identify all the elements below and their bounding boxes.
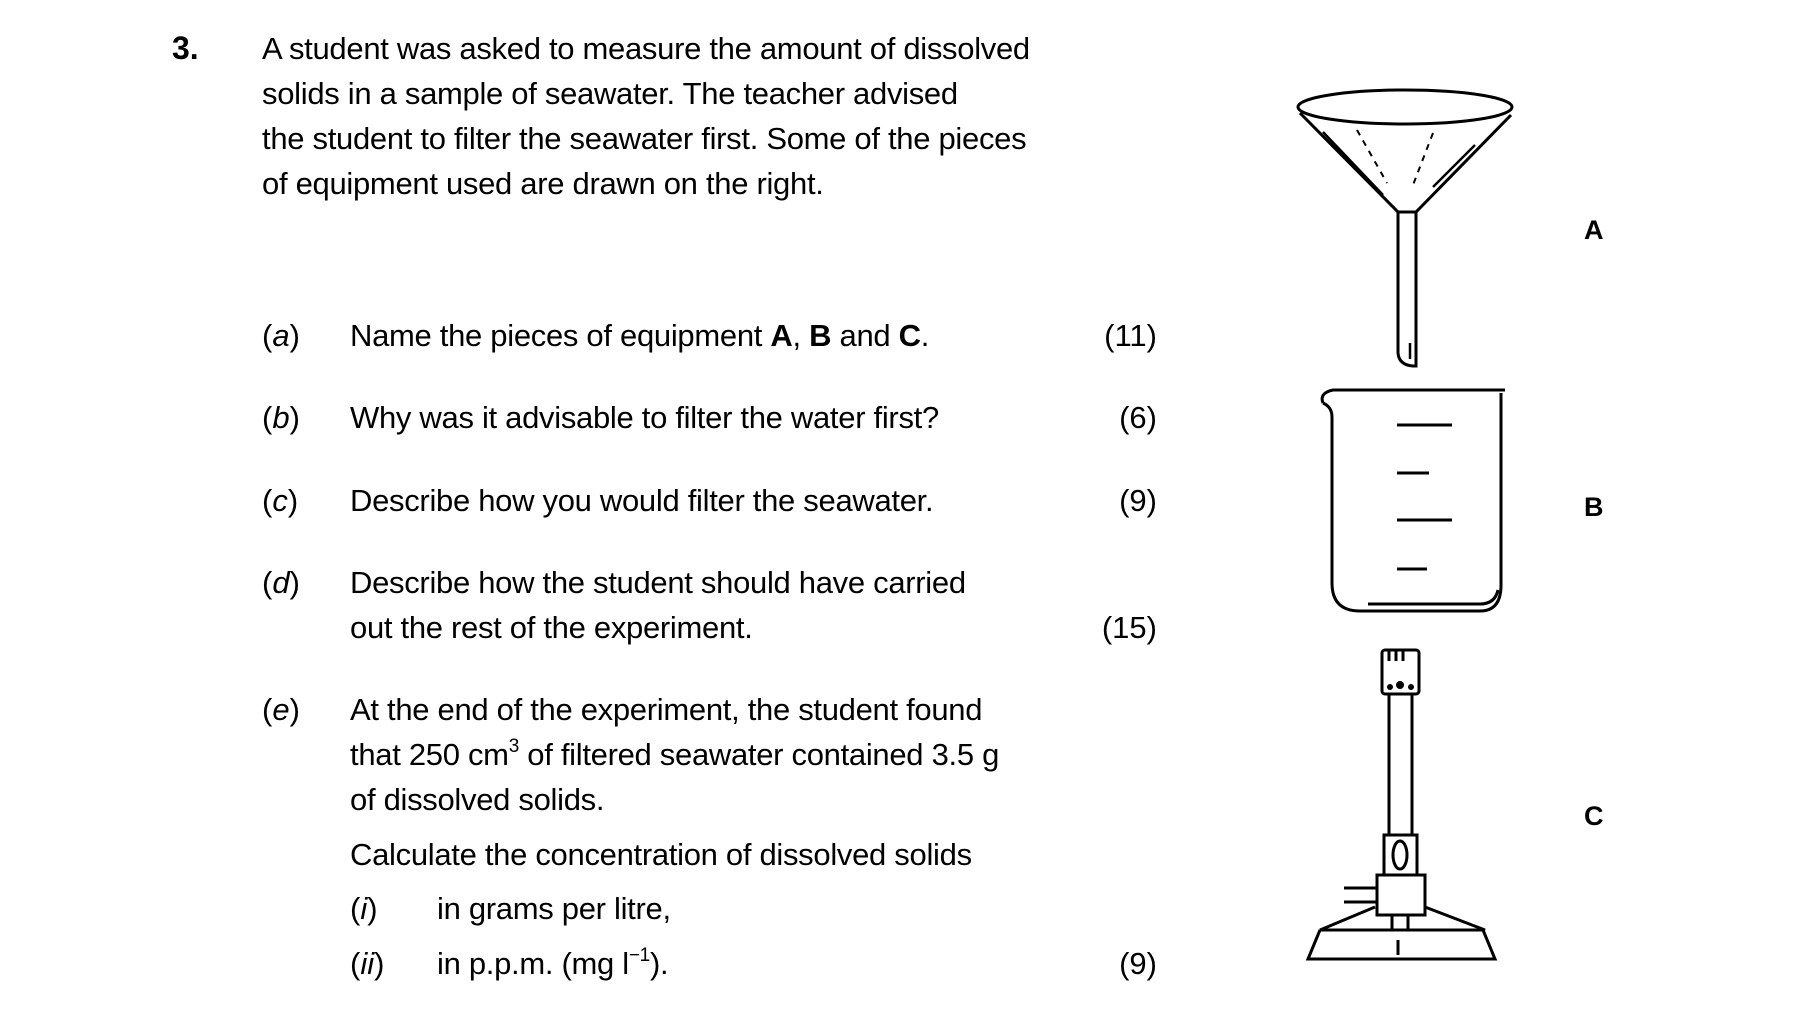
filter-funnel-icon [1295, 75, 1525, 365]
intro-line: the student to filter the seawater first. Some of the pieces [262, 121, 1027, 156]
part-e-text-line: At the end of the experiment, the student found [350, 692, 983, 727]
part-d-text-line: out the rest of the experiment. [350, 610, 753, 645]
part-e-text-line: of dissolved solids. [350, 782, 605, 817]
part-a-label: (a) [262, 318, 300, 353]
part-d-marks: (15) [1101, 610, 1157, 645]
part-e-marks: (9) [1119, 946, 1157, 981]
part-b-text: Why was it advisable to filter the water first? [350, 400, 939, 435]
part-c-marks: (9) [1119, 483, 1157, 518]
part-b-marks: (6) [1119, 400, 1157, 435]
part-d-text-line: Describe how the student should have carried [350, 565, 966, 600]
intro-line: of equipment used are drawn on the right. [262, 166, 824, 201]
equipment-label-b: B [1584, 492, 1604, 522]
part-d-label: (d) [262, 565, 300, 600]
part-a-text: Name the pieces of equipment A, B and C. [350, 318, 930, 353]
equipment-label-a: A [1584, 215, 1604, 245]
part-c-label: (c) [262, 483, 299, 518]
intro-line: A student was asked to measure the amount of dissolved [262, 31, 1030, 66]
subpart-ii-label: (ii) [350, 946, 385, 981]
subpart-i-text: in grams per litre, [437, 891, 671, 926]
intro-line: solids in a sample of seawater. The teacher advised [262, 76, 958, 111]
subpart-ii-text: in p.p.m. (mg $l^{-1}$). [437, 944, 669, 981]
subpart-i-label: (i) [350, 891, 378, 926]
equipment-label-c: C [1584, 801, 1604, 831]
beaker-icon [1315, 385, 1515, 620]
question-number: 3. [172, 30, 199, 66]
bunsen-burner-icon [1300, 645, 1500, 970]
part-e-label: (e) [262, 692, 300, 727]
part-a-marks: (11) [1104, 318, 1157, 353]
part-b-label: (b) [262, 400, 300, 435]
part-c-text: Describe how you would filter the seawater. [350, 483, 934, 518]
part-e-instruction: Calculate the concentration of dissolved solids [350, 837, 972, 872]
part-e-text-line: that 250 $cm^3$ of filtered seawater contained 3.5 g [350, 735, 1000, 772]
question-intro [262, 26, 1030, 206]
